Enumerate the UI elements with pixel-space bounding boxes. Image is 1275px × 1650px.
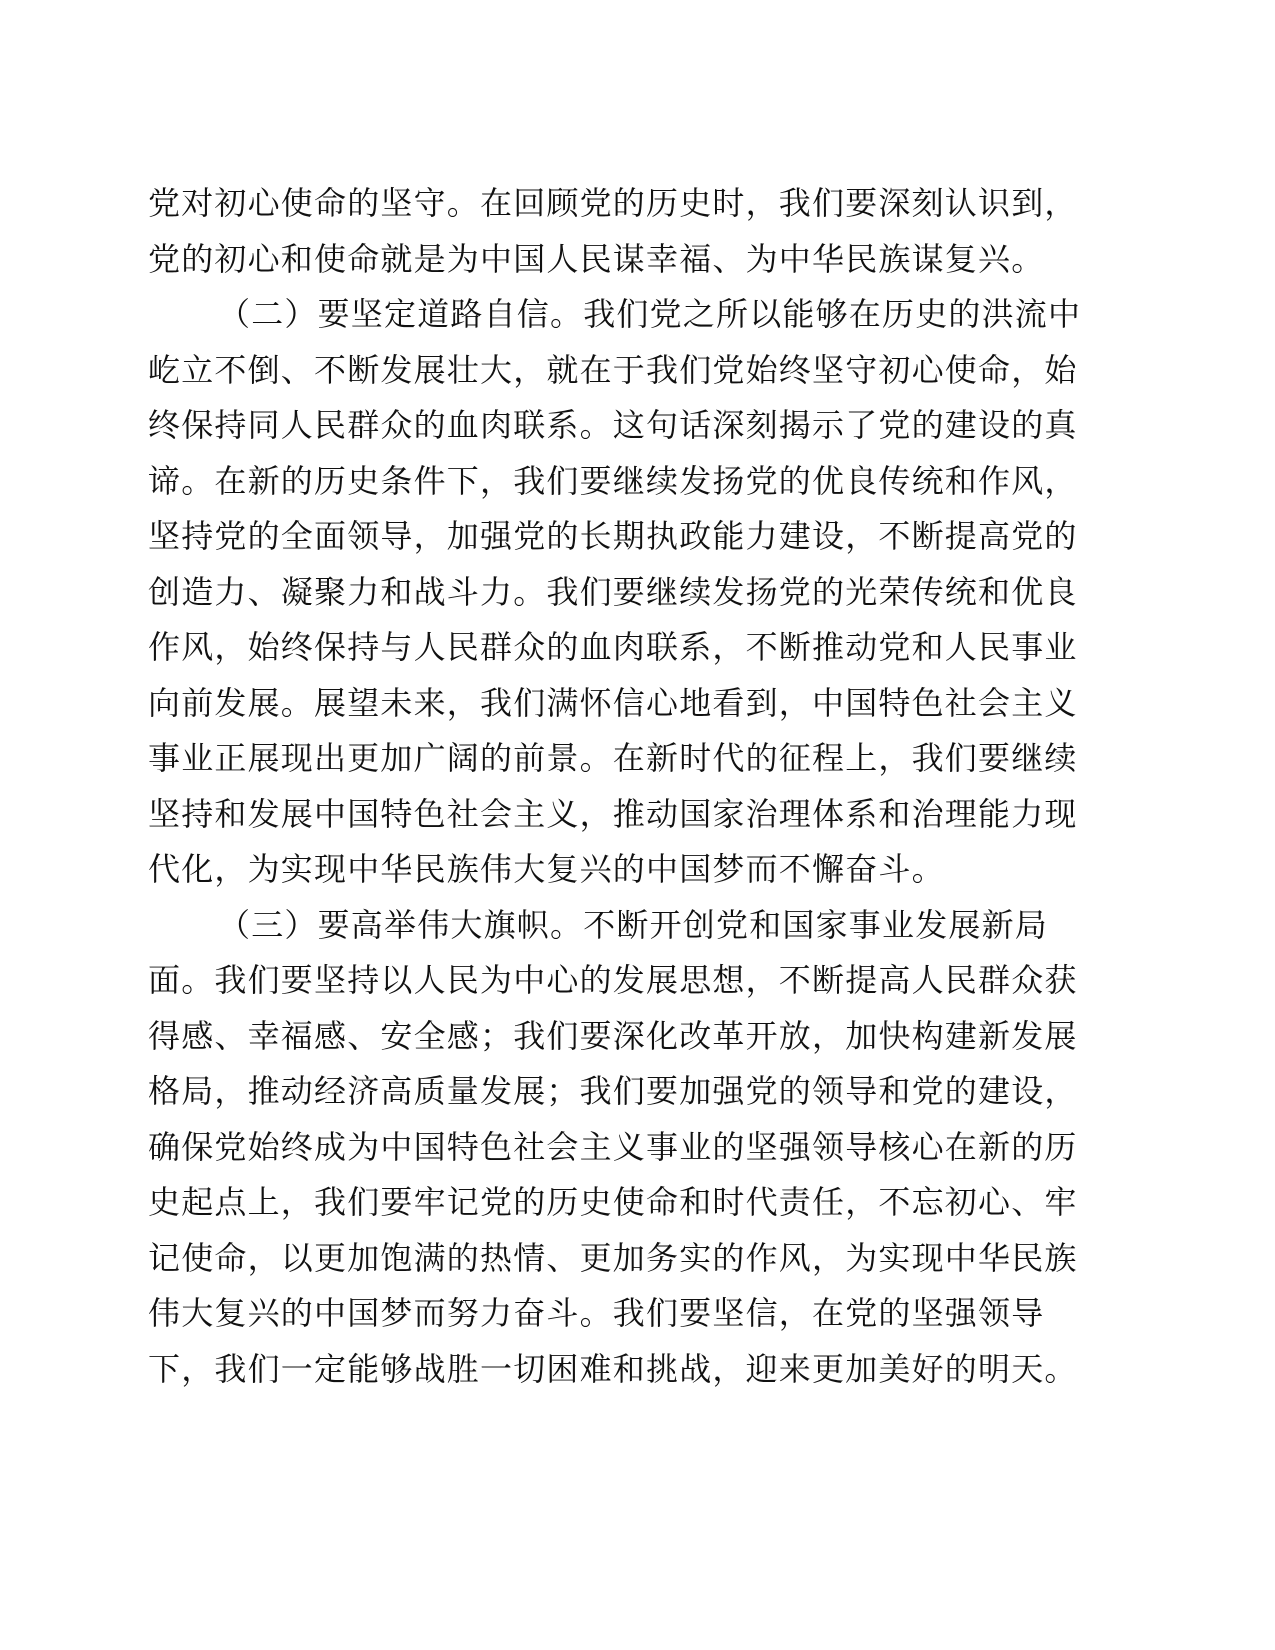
text-line: 得感、幸福感、安全感；我们要深化改革开放，加快构建新发展 (148, 1016, 1078, 1055)
text-line: 史起点上，我们要牢记党的历史使命和时代责任，不忘初心、牢 (148, 1183, 1078, 1221)
text-line: 向前发展。展望未来，我们满怀信心地看到，中国特色社会主义 (148, 683, 1078, 722)
section-heading-line: （三）要高举伟大旗帜。不断开创党和国家事业发展新局 (218, 905, 1049, 944)
text-line: 记使命，以更加饱满的热情、更加务实的作风，为实现中华民族 (148, 1238, 1078, 1277)
text-line: 坚持和发展中国特色社会主义，推动国家治理体系和治理能力现 (148, 794, 1078, 833)
text-line: 谛。在新的历史条件下，我们要继续发扬党的优良传统和作风， (148, 461, 1078, 500)
text-line: 坚持党的全面领导，加强党的长期执政能力建设，不断提高党的 (148, 517, 1078, 555)
text-line: 事业正展现出更加广阔的前景。在新时代的征程上，我们要继续 (148, 739, 1078, 777)
text-line: 代化，为实现中华民族伟大复兴的中国梦而不懈奋斗。 (148, 850, 945, 888)
body-text (148, 176, 1082, 1397)
section-heading-line: （二）要坚定道路自信。我们党之所以能够在历史的洪流中 (218, 295, 1082, 333)
text-line: 格局，推动经济高质量发展；我们要加强党的领导和党的建设， (148, 1072, 1078, 1110)
text-line: 作风，始终保持与人民群众的血肉联系，不断推动党和人民事业 (148, 628, 1078, 666)
text-line: 伟大复兴的中国梦而努力奋斗。我们要坚信，在党的坚强领导 (148, 1294, 1045, 1332)
text-line: 面。我们要坚持以人民为中心的发展思想，不断提高人民群众获 (148, 961, 1078, 999)
text-line: 下，我们一定能够战胜一切困难和挑战，迎来更加美好的明天。 (148, 1349, 1078, 1388)
text-line: 党的初心和使命就是为中国人民谋幸福、为中华民族谋复兴。 (148, 239, 1045, 278)
text-line: 创造力、凝聚力和战斗力。我们要继续发扬党的光荣传统和优良 (148, 572, 1078, 611)
text-line: 确保党始终成为中国特色社会主义事业的坚强领导核心在新的历 (148, 1127, 1078, 1166)
text-line: 屹立不倒、不断发展壮大，就在于我们党始终坚守初心使命，始 (148, 350, 1078, 389)
text-line: 党对初心使命的坚守。在回顾党的历史时，我们要深刻认识到， (148, 184, 1078, 222)
text-line: 终保持同人民群众的血肉联系。这句话深刻揭示了党的建设的真 (148, 406, 1078, 444)
